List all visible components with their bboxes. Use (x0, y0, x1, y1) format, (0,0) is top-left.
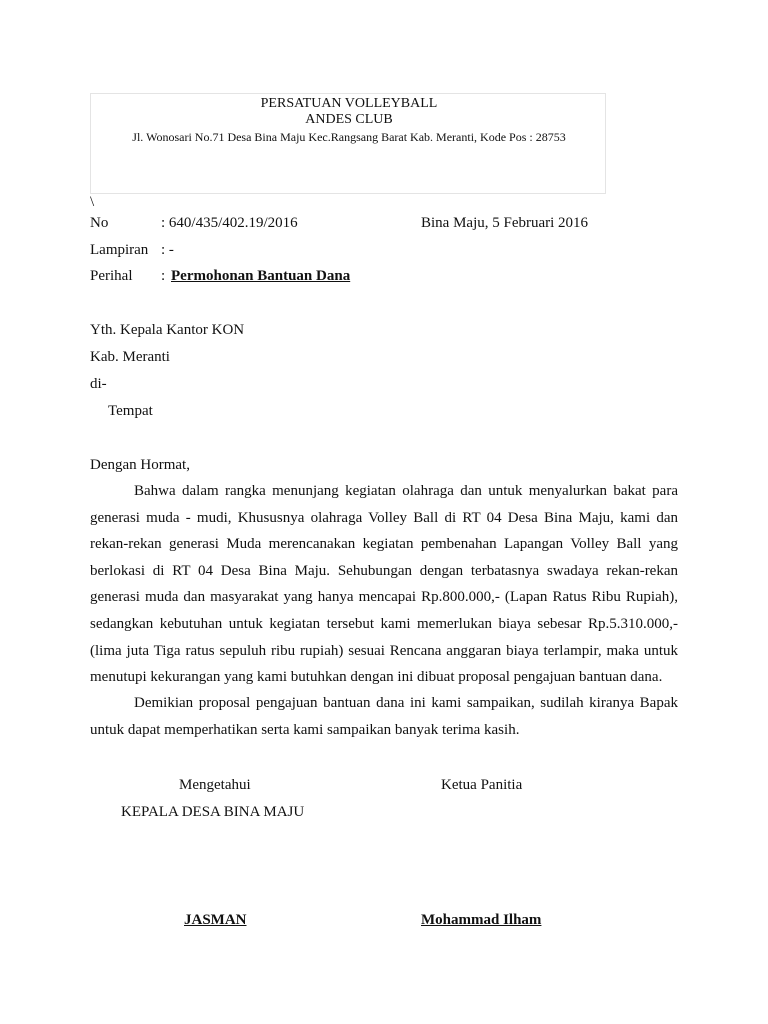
stray-backslash: \ (90, 194, 95, 210)
recipient-line4: Tempat (108, 403, 153, 419)
paragraph-line: generasi muda dan masyarakat yang hanya mencapai Rp.800.000,- (Lapan Ratus Ribu Rupiah), (90, 589, 678, 606)
recipient-line2: Kab. Meranti (90, 349, 170, 365)
paragraph-line: berlokasi di RT 04 Desa Bina Maju. Sehubungan dengan terbatasnya swadaya rekan-rekan (90, 562, 678, 579)
recipient-line3: di- (90, 376, 107, 392)
sign-left-name: JASMAN (184, 912, 247, 928)
letterhead-org: PERSATUAN VOLLEYBALL (260, 96, 438, 111)
paragraph-line: Demikian proposal pengajuan bantuan dana ini kami sampaikan, sudilah kiranya Bapak (134, 695, 678, 711)
perihal-value: Permohonan Bantuan Dana (171, 268, 351, 284)
paragraph-line: untuk dapat memperhatikan serta kami sampaikan banyak terima kasih. (90, 721, 520, 738)
paragraph-line: sedangkan kebutuhan untuk kegiatan tersebut kami memerlukan biaya sebesar Rp.5.310.000,- (90, 615, 678, 632)
sign-right-heading: Ketua Panitia (441, 777, 523, 793)
body-paragraph-2 (90, 690, 678, 743)
body-paragraph-1 (90, 478, 678, 691)
perihal-label: Perihal (90, 268, 133, 284)
paragraph-line: (lima juta Tiga ratus sepuluh ribu rupiah) sesuai Rencana anggaran biaya terlampir, maka untuk (90, 642, 678, 659)
perihal-colon: : (161, 268, 166, 284)
lampiran-label: Lampiran (90, 242, 149, 258)
sign-left-heading: Mengetahui (179, 777, 251, 793)
paragraph-line: rekan-rekan generasi Muda merencanakan kegiatan pembenahan Lapangan Volley Ball yang (90, 536, 678, 553)
letterhead-box (90, 93, 606, 194)
paragraph-line: Bahwa dalam rangka menunjang kegiatan olahraga dan untuk menyalurkan bakat para (134, 483, 678, 499)
no-label: No (90, 215, 109, 231)
no-value: : 640/435/402.19/2016 (161, 215, 298, 231)
sign-right-name: Mohammad Ilham (421, 912, 542, 928)
paragraph-line: generasi muda - mudi, Khususnya olahraga Volley Ball di RT 04 Desa Bina Maju, kami dan (90, 509, 678, 526)
letterhead-club: ANDES CLUB (305, 112, 393, 127)
lampiran-value: : - (161, 242, 174, 258)
recipient-line1: Yth. Kepala Kantor KON (90, 322, 245, 338)
greeting: Dengan Hormat, (90, 457, 190, 473)
place-date: Bina Maju, 5 Februari 2016 (421, 215, 589, 231)
letterhead-address: Jl. Wonosari No.71 Desa Bina Maju Kec.Rangsang Barat Kab. Meranti, Kode Pos : 28753 (132, 130, 566, 144)
sign-left-title: KEPALA DESA BINA MAJU (121, 804, 305, 820)
paragraph-line: menutupi kekurangan yang kami butuhkan dengan ini dibuat proposal pengajuan bantuan dana. (90, 669, 663, 686)
